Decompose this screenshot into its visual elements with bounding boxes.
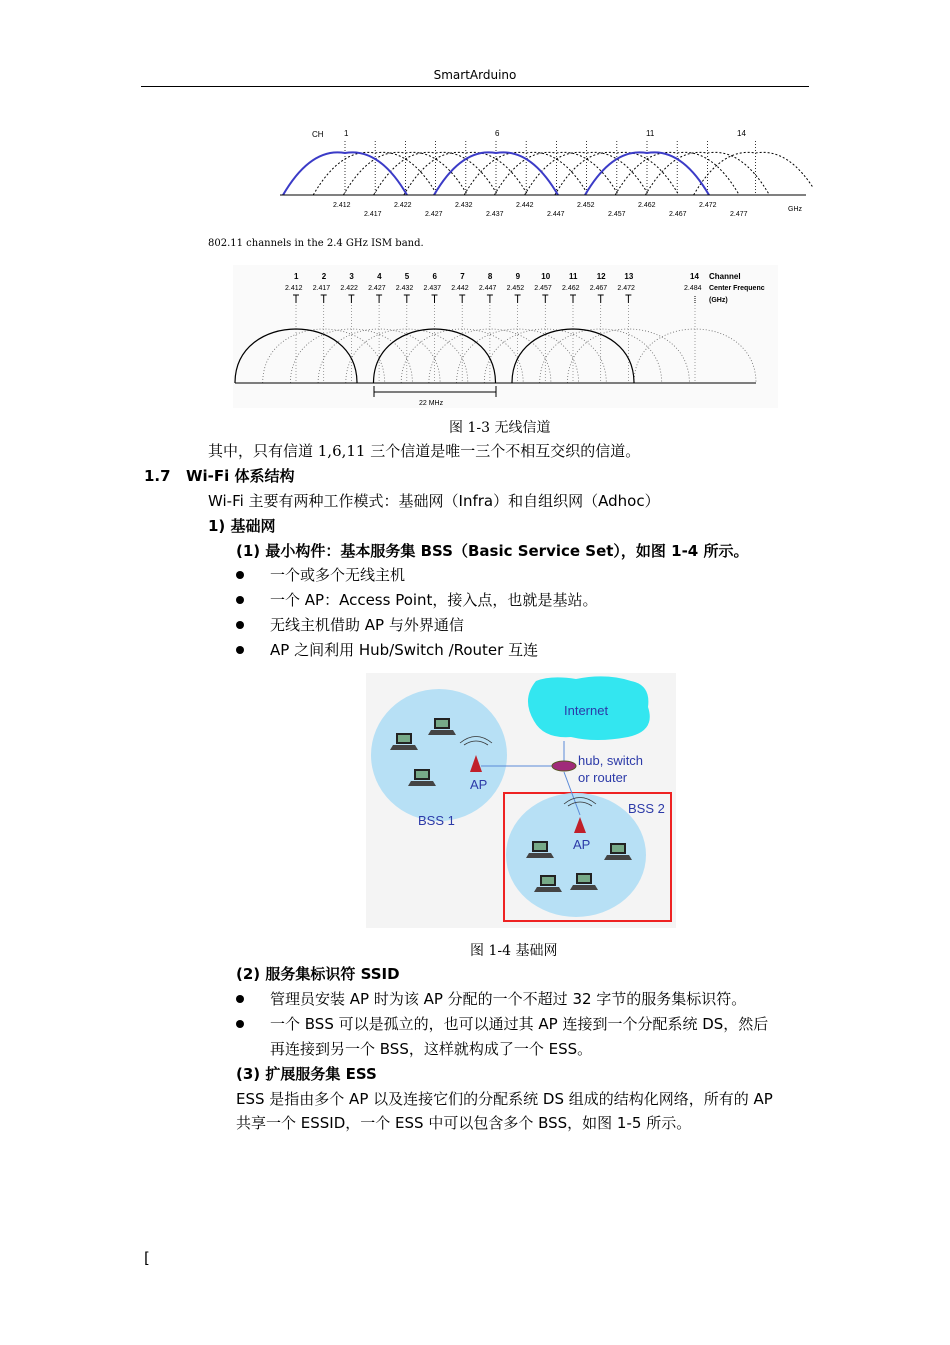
ghz-unit: GHz (788, 206, 802, 213)
channel-number-label: 4 (377, 272, 382, 281)
bss1-area (371, 689, 507, 821)
channel-number-label: 10 (541, 272, 551, 281)
paragraph-modes: Wi-Fi 主要有两种工作模式：基础网（Infra）和自组织网（Adhoc） (208, 492, 660, 510)
center-frequency-label: 2.422 (340, 285, 358, 292)
frequency-label: 2.457 (608, 211, 626, 218)
center-frequency-label: 2.457 (534, 285, 552, 292)
channel-number-label: 7 (460, 272, 465, 281)
frequency-label: 2.437 (486, 211, 504, 218)
router-icon (552, 761, 576, 771)
figure-1-4-caption: 图 1-4 基础网 (470, 943, 558, 959)
frequency-label: 2.427 (425, 211, 443, 218)
section-number: 1.7 (144, 467, 171, 485)
channel-number-label: 1 (294, 272, 299, 281)
frequency-label: 2.422 (394, 202, 412, 209)
bullet-item: 一个 BSS 可以是孤立的，也可以通过其 AP 连接到一个分配系统 DS，然后 (270, 1015, 769, 1033)
bullet-continuation: 再连接到另一个 BSS，这样就构成了一个 ESS。 (270, 1040, 593, 1058)
legend-unit: (GHz) (709, 297, 728, 304)
bss2-label: BSS 2 (628, 801, 665, 816)
center-frequency-label: 2.432 (395, 285, 414, 292)
ap2-label: AP (573, 837, 591, 852)
bullet-item: 无线主机借助 AP 与外界通信 (270, 616, 464, 634)
ch-label-1: 1 (344, 129, 349, 138)
frequency-label: 2.472 (699, 202, 717, 209)
ch-label-11: 11 (646, 129, 655, 138)
center-frequency-label: 2.472 (617, 285, 635, 292)
frequency-label: 2.447 (547, 211, 565, 218)
center-frequency-label: 2.452 (506, 285, 525, 292)
channel-number-label: 11 (569, 272, 578, 281)
bullet-dot (236, 571, 244, 579)
paragraph-channels: 其中，只有信道 1,6,11 三个信道是唯一三个不相互交织的信道。 (208, 442, 641, 460)
bullet-dot (236, 646, 244, 654)
frequency-label: 2.462 (638, 202, 656, 209)
bullet-dot (236, 995, 244, 1003)
channel-number-label: 2 (321, 272, 327, 281)
center-frequency-label: 2.427 (368, 285, 386, 292)
channel-overlap-diagram (278, 125, 813, 220)
ch14-freq: 2.484 (684, 285, 702, 292)
figure-1-3-caption: 图 1-3 无线信道 (449, 420, 551, 436)
center-frequency-label: 2.442 (451, 285, 469, 292)
legend-center-freq: Center Frequenc (709, 285, 765, 292)
channel-number-label: 8 (487, 272, 493, 281)
ap1-label: AP (470, 777, 488, 792)
item-2-heading: (2) 服务集标识符 SSID (236, 965, 400, 983)
frequency-label: 2.417 (364, 211, 382, 218)
bullet-item: 一个 AP：Access Point，接入点，也就是基站。 (270, 591, 598, 609)
item-3-heading: (3) 扩展服务集 ESS (236, 1065, 377, 1083)
infrastructure-network-diagram (366, 673, 676, 928)
header-rule (141, 86, 809, 87)
frequency-label: 2.412 (333, 202, 351, 209)
ch14-label: 14 (690, 272, 699, 281)
channel-spectrum-diagram (233, 265, 778, 408)
channel-number-label: 5 (404, 272, 410, 281)
bullet-item: 一个或多个无线主机 (270, 566, 406, 584)
figure-caption-ism: 802.11 channels in the 2.4 GHz ISM band. (208, 238, 424, 249)
item-1-heading: (1) 最小构件：基本服务集 BSS（Basic Service Set），如图 1-4 所示。 (236, 542, 749, 560)
width-22mhz-label: 22 MHz (419, 400, 444, 407)
bullet-dot (236, 1020, 244, 1028)
bss1-label: BSS 1 (418, 813, 455, 828)
channel-number-label: 9 (515, 272, 521, 281)
frequency-label: 2.442 (516, 202, 534, 209)
footer-mark: [ (144, 1249, 150, 1267)
center-frequency-label: 2.462 (562, 285, 580, 292)
ch-label: CH (312, 130, 324, 139)
hub-label-line1: hub, switch (578, 753, 644, 768)
center-frequency-label: 2.447 (478, 285, 497, 292)
section-title: Wi-Fi 体系结构 (186, 467, 295, 485)
frequency-label: 2.477 (730, 211, 748, 218)
frequency-label: 2.432 (455, 202, 473, 209)
internet-label: Internet (564, 703, 609, 718)
bullet-item: 管理员安装 AP 时为该 AP 分配的一个不超过 32 字节的服务集标识符。 (270, 990, 747, 1008)
channel-curve (694, 152, 813, 195)
legend-channel: Channel (709, 272, 741, 281)
center-frequency-label: 2.417 (312, 285, 331, 292)
center-frequency-label: 2.437 (423, 285, 442, 292)
bullet-dot (236, 621, 244, 629)
center-frequency-label: 2.412 (285, 285, 303, 292)
channel-number-label: 3 (349, 272, 354, 281)
subheading-infra: 1) 基础网 (208, 517, 276, 535)
channel-number-label: 13 (624, 272, 634, 281)
channel-number-label: 6 (432, 272, 437, 281)
paragraph-ess-line1: ESS 是指由多个 AP 以及连接它们的分配系统 DS 组成的结构化网络，所有的 AP (236, 1090, 773, 1108)
center-frequency-label: 2.467 (589, 285, 608, 292)
bullet-dot (236, 596, 244, 604)
ch-label-6: 6 (495, 129, 500, 138)
ch-label-14: 14 (737, 129, 746, 138)
paragraph-ess-line2: 共享一个 ESSID，一个 ESS 中可以包含多个 BSS，如图 1-5 所示。 (236, 1114, 692, 1132)
hub-label-line2: or router (578, 770, 628, 785)
bullet-item: AP 之间利用 Hub/Switch /Router 互连 (270, 641, 539, 659)
channel-number-label: 12 (596, 272, 606, 281)
frequency-label: 2.452 (577, 202, 595, 209)
frequency-label: 2.467 (669, 211, 687, 218)
page-header-title: SmartArduino (433, 68, 517, 82)
